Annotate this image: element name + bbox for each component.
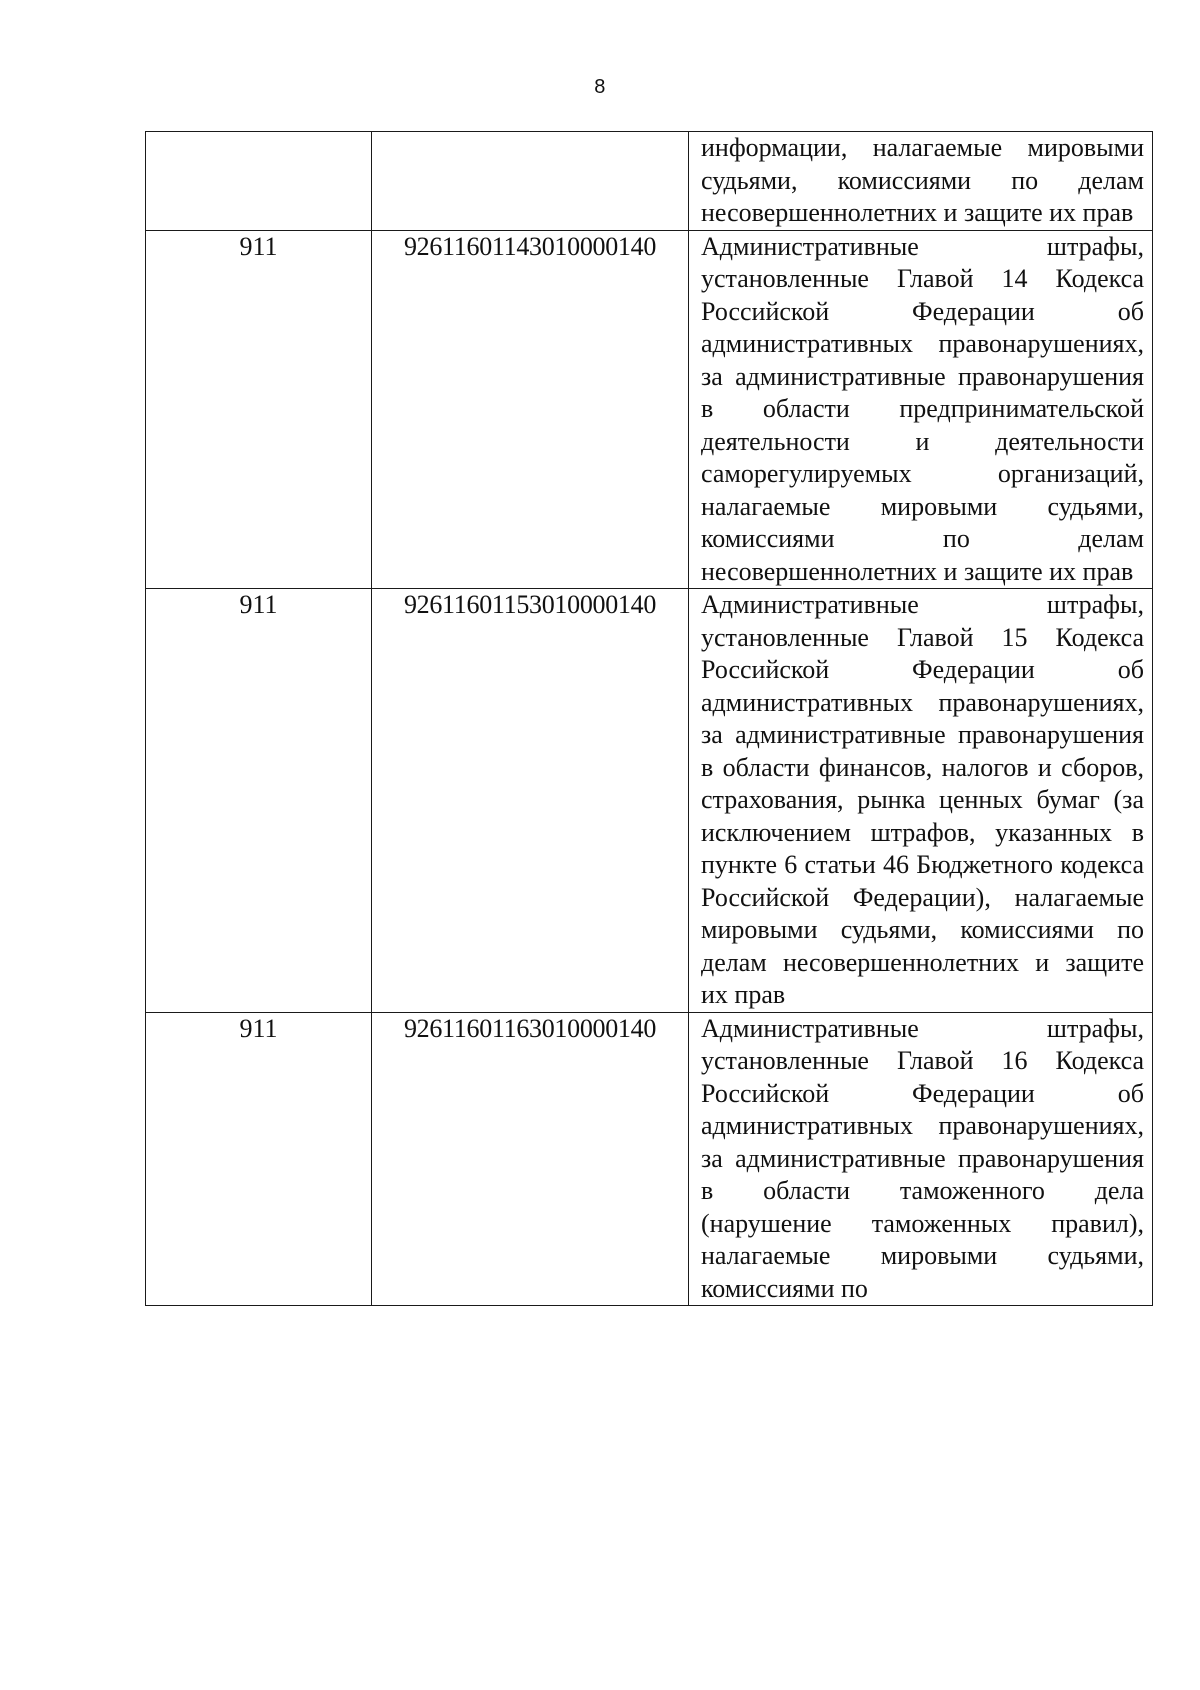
page-number: 8 bbox=[594, 76, 606, 98]
description-text: Административные штрафы, установленные Главой 16 Кодекса Российской Федерации об административных правонарушениях, за административные правонарушения в области таможенного дела (нарушение таможенных правил), налагаемые мировыми судьями, комиссиями по bbox=[701, 1013, 1144, 1303]
description-text: Административные штрафы, установленные Главой 15 Кодекса Российской Федерации об административных правонарушениях, за административные правонарушения в области финансов, налогов и сборов, страхования, рынка ценных бумаг (за исключением штрафов, указанных в пункте 6 статьи 46 Бюджетного кодекса Российской Федерации), налагаемые мировыми судьями, комиссиями по делам несовершеннолетних и защите их прав bbox=[701, 590, 1144, 1009]
admin-code-cell bbox=[146, 132, 372, 231]
description-cell bbox=[689, 1012, 1153, 1306]
description-cell bbox=[689, 132, 1153, 231]
admin-code-text: 911 bbox=[239, 1013, 278, 1043]
admin-code-cell bbox=[146, 589, 372, 1013]
description-cell bbox=[689, 230, 1153, 589]
budget-code-text: 92611601143010000140 bbox=[403, 231, 657, 261]
budget-code-text: 92611601153010000140 bbox=[403, 590, 657, 619]
description-text: информации, налагаемые мировыми судьями, комиссиями по делам несовершеннолетних и защите их прав bbox=[701, 133, 1144, 227]
table-row bbox=[146, 132, 1153, 231]
budget-codes-table bbox=[145, 131, 1153, 1306]
budget-code-cell bbox=[372, 230, 689, 589]
admin-code-text: 911 bbox=[239, 231, 278, 261]
admin-code-cell bbox=[146, 1012, 372, 1306]
budget-code-cell bbox=[372, 1012, 689, 1306]
budget-code-cell bbox=[372, 132, 689, 231]
description-cell bbox=[689, 589, 1153, 1013]
table-row bbox=[146, 589, 1153, 1013]
admin-code-cell bbox=[146, 230, 372, 589]
table-row bbox=[146, 1012, 1153, 1306]
budget-code-cell bbox=[372, 589, 689, 1013]
table-row bbox=[146, 230, 1153, 589]
budget-code-text: 92611601163010000140 bbox=[403, 1013, 657, 1043]
description-text: Административные штрафы, установленные Главой 14 Кодекса Российской Федерации об административных правонарушениях, за административные правонарушения в области предпринимательской деятельности и деятельности саморегулируемых организаций, налагаемые мировыми судьями, комиссиями по делам несовершеннолетних и защите их прав bbox=[701, 231, 1144, 586]
admin-code-text: 911 bbox=[239, 590, 278, 619]
